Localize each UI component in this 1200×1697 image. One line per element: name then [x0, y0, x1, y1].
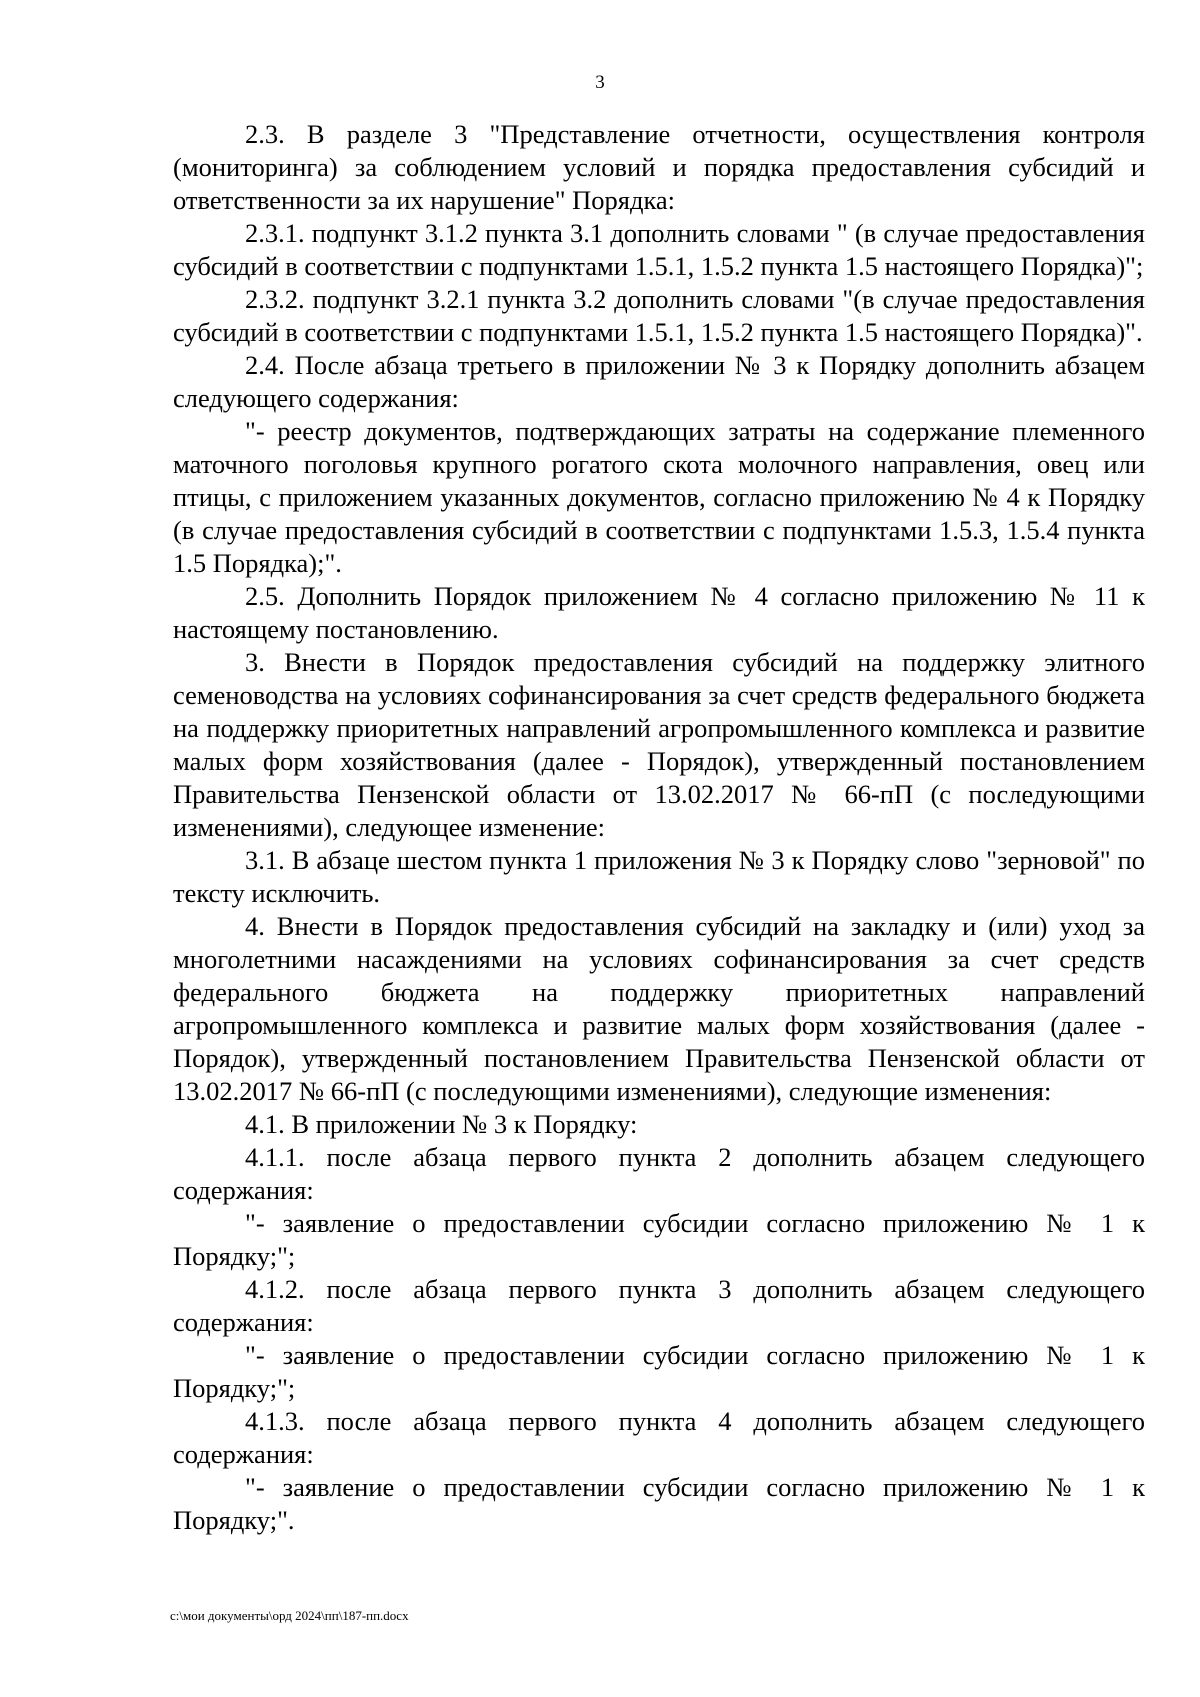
- file-path-footer: c:\мои документы\орд 2024\пп\187-пп.docx: [170, 1608, 409, 1623]
- paragraph: "- заявление о предоставлении субсидии согласно приложению № 1 к Порядку;";: [173, 1208, 1145, 1271]
- paragraph: 2.4. После абзаца третьего в приложении № 3 к Порядку дополнить абзацем следующего содержания:: [173, 350, 1145, 413]
- paragraph: 4.1.3. после абзаца первого пункта 4 дополнить абзацем следующего содержания:: [173, 1406, 1145, 1469]
- paragraph: 2.3.2. подпункт 3.2.1 пункта 3.2 дополнить словами "(в случае предоставления субсидий в соответствии с подпунктами 1.5.1, 1.5.2 пункта 1.5 настоящего Порядка)".: [173, 284, 1145, 347]
- page-number: 3: [595, 72, 605, 93]
- paragraph: 4.1.1. после абзаца первого пункта 2 дополнить абзацем следующего содержания:: [173, 1142, 1145, 1205]
- paragraph: 4.1.2. после абзаца первого пункта 3 дополнить абзацем следующего содержания:: [173, 1274, 1145, 1337]
- paragraph: "- заявление о предоставлении субсидии согласно приложению № 1 к Порядку;";: [173, 1340, 1145, 1403]
- paragraph: 2.3.1. подпункт 3.1.2 пункта 3.1 дополнить словами " (в случае предоставления субсидий в соответствии с подпунктами 1.5.1, 1.5.2 пункта 1.5 настоящего Порядка)";: [173, 218, 1145, 281]
- paragraph: 4. Внести в Порядок предоставления субсидий на закладку и (или) уход за многолетними насаждениями на условиях софинансирования за счет средств федерального бюджета на поддержку приоритетных направлений агропромышленного комплекса и развитие малых форм хозяйствования (далее - Порядок), утвержденный постановлением Правительства Пензенской области от 13.02.2017 № 66-пП (с последующими изменениями), следующие изменения:: [173, 911, 1145, 1106]
- paragraph: 4.1. В приложении № 3 к Порядку:: [245, 1109, 638, 1139]
- paragraph: 3.1. В абзаце шестом пункта 1 приложения № 3 к Порядку слово "зерновой" по тексту исключить.: [173, 845, 1145, 908]
- paragraph: 2.3. В разделе 3 "Представление отчетности, осуществления контроля (мониторинга) за соблюдением условий и порядка предоставления субсидий и ответственности за их нарушение" Порядка:: [173, 119, 1145, 215]
- paragraph: "- реестр документов, подтверждающих затраты на содержание племенного маточного поголовья крупного рогатого скота молочного направления, овец или птицы, с приложением указанных документов, согласно приложению № 4 к Порядку (в случае предоставления субсидий в соответствии с подпунктами 1.5.3, 1.5.4 пункта 1.5 Порядка);".: [173, 416, 1145, 578]
- paragraph: "- заявление о предоставлении субсидии согласно приложению № 1 к Порядку;".: [173, 1472, 1145, 1535]
- paragraph: 2.5. Дополнить Порядок приложением № 4 согласно приложению № 11 к настоящему постановлению.: [173, 581, 1145, 644]
- paragraph: 3. Внести в Порядок предоставления субсидий на поддержку элитного семеноводства на условиях софинансирования за счет средств федерального бюджета на поддержку приоритетных направлений агропромышленного комплекса и развитие малых форм хозяйствования (далее - Порядок), утвержденный постановлением Правительства Пензенской области от 13.02.2017 № 66-пП (с последующими изменениями), следующее изменение:: [173, 647, 1145, 842]
- document-body: [173, 118, 1145, 1537]
